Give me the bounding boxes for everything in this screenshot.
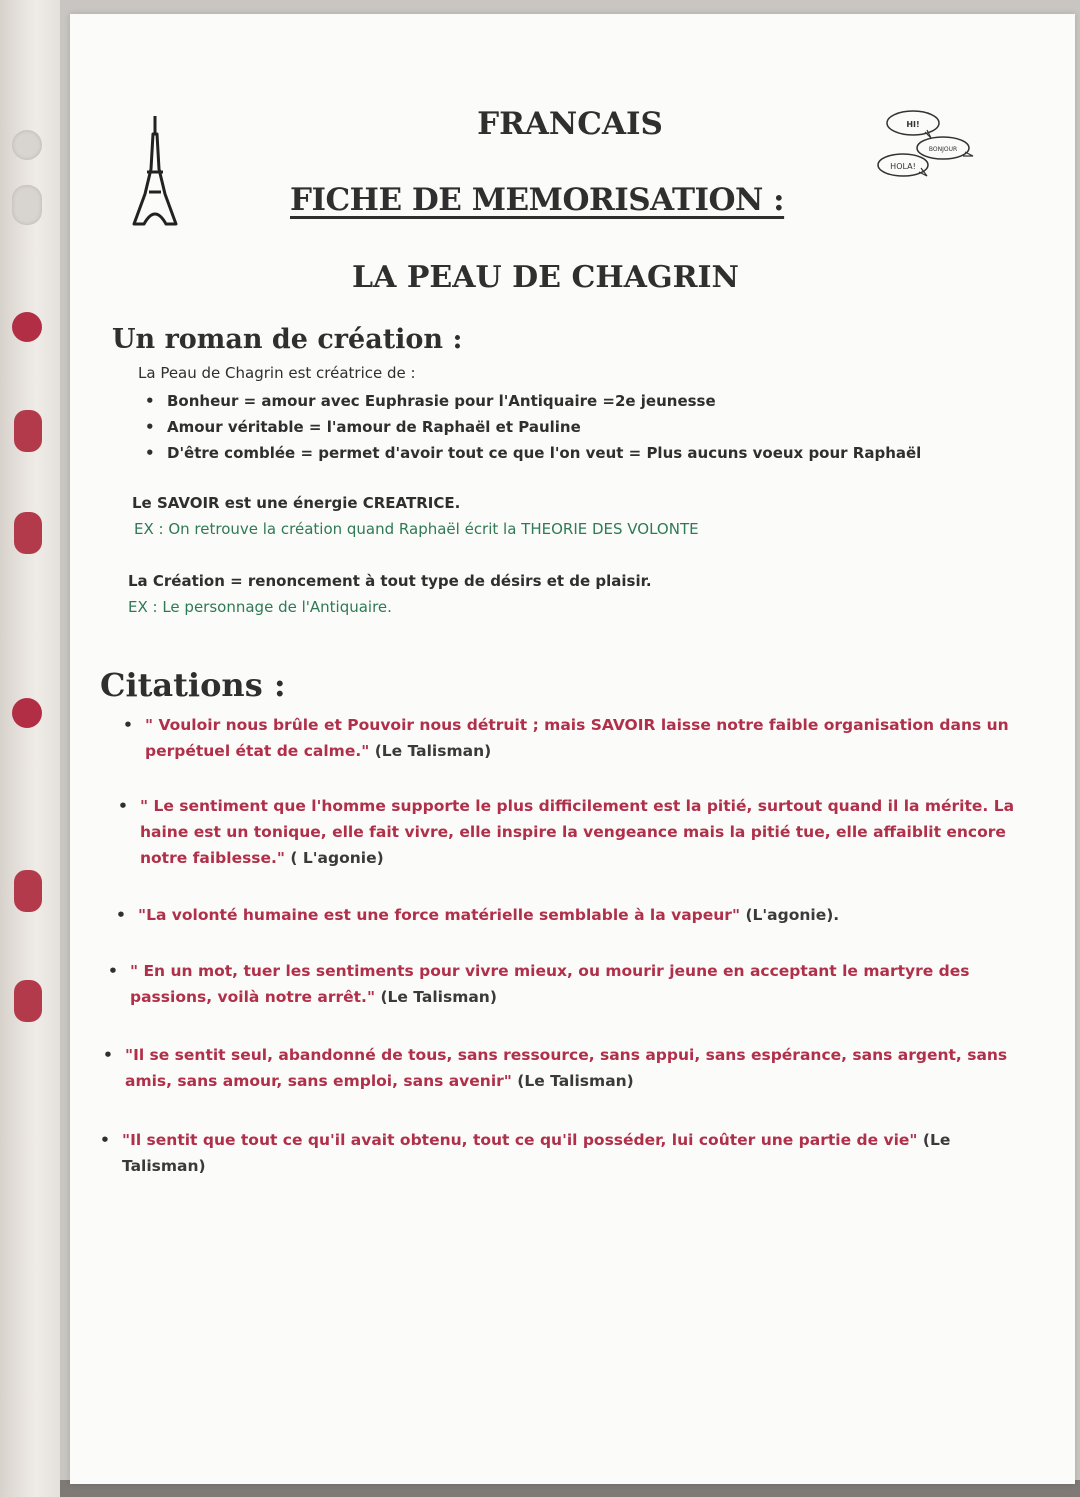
bullet: • <box>100 1131 110 1149</box>
quote-item: • " Vouloir nous brûle et Pouvoir nous détruit ; mais SAVOIR laisse notre faible organisation dans un perpétuel état de calme." (Le Talisman) <box>145 712 1045 764</box>
document-page <box>70 14 1075 1484</box>
bullet: • <box>108 962 118 980</box>
sheet-title: FICHE DE MEMORISATION : <box>290 182 785 218</box>
creation-example: EX : Le personnage de l'Antiquaire. <box>128 598 392 616</box>
list-item: • D'être comblée = permet d'avoir tout ce que l'on veut = Plus aucuns voeux pour Raphaël <box>145 444 921 470</box>
quote-item: • " Le sentiment que l'homme supporte le plus difficilement est la pitié, surtout quand il la mérite. La haine est un tonique, elle fait vivre, elle inspire la vengeance mais la pitié tue, elle affaiblit encore notre faiblesse." ( L'agonie) <box>140 793 1040 871</box>
punch-hole <box>12 185 42 225</box>
bullet: • <box>123 716 133 734</box>
savoir-example: EX : On retrouve la création quand Raphaël écrit la THEORIE DES VOLONTE <box>134 520 699 538</box>
bubble-bonjour: BONJOUR <box>928 146 958 153</box>
bubble-hola: HOLA! <box>890 162 916 171</box>
quote-item: • "Il se sentit seul, abandonné de tous, sans ressource, sans appui, sans espérance, sans argent, sans amis, sans amour, sans emploi, sans avenir" (Le Talisman) <box>125 1042 1045 1094</box>
punch-hole <box>14 870 42 912</box>
quote-item: • "La volonté humaine est une force matérielle semblable à la vapeur" (L'agonie). <box>138 902 1038 928</box>
punch-hole <box>14 410 42 452</box>
bullet: • <box>103 1046 113 1064</box>
creation-list <box>145 392 921 470</box>
quote-item: • " En un mot, tuer les sentiments pour vivre mieux, ou mourir jeune en acceptant le martyre des passions, voilà notre arrêt." (Le Talisman) <box>130 958 1040 1010</box>
list-item: • Bonheur = amour avec Euphrasie pour l'Antiquaire =2e jeunesse <box>145 392 921 418</box>
section-heading-citations: Citations : <box>100 666 286 704</box>
punch-hole <box>12 130 42 160</box>
speech-bubbles-icon <box>875 108 975 183</box>
quote-item: • "Il sentit que tout ce qu'il avait obtenu, tout ce qu'il posséder, lui coûter une partie de vie" (Le Talisman) <box>122 1127 1002 1179</box>
binder-sleeve-edge <box>0 0 60 1497</box>
eiffel-tower-icon <box>130 114 180 229</box>
punch-hole <box>12 698 42 728</box>
punch-hole <box>14 980 42 1022</box>
savoir-text: Le SAVOIR est une énergie CREATRICE. <box>132 494 461 512</box>
bullet: • <box>118 797 128 815</box>
punch-hole <box>12 312 42 342</box>
section-heading-roman: Un roman de création : <box>112 324 463 355</box>
creation-text: La Création = renoncement à tout type de désirs et de plaisir. <box>128 572 652 590</box>
subject-title: FRANCAIS <box>477 106 663 142</box>
bubble-hi: HI! <box>906 120 920 129</box>
bullet: • <box>116 906 126 924</box>
punch-hole <box>14 512 42 554</box>
list-item: • Amour véritable = l'amour de Raphaël et Pauline <box>145 418 921 444</box>
intro-text: La Peau de Chagrin est créatrice de : <box>138 364 416 382</box>
book-title: LA PEAU DE CHAGRIN <box>352 260 739 295</box>
